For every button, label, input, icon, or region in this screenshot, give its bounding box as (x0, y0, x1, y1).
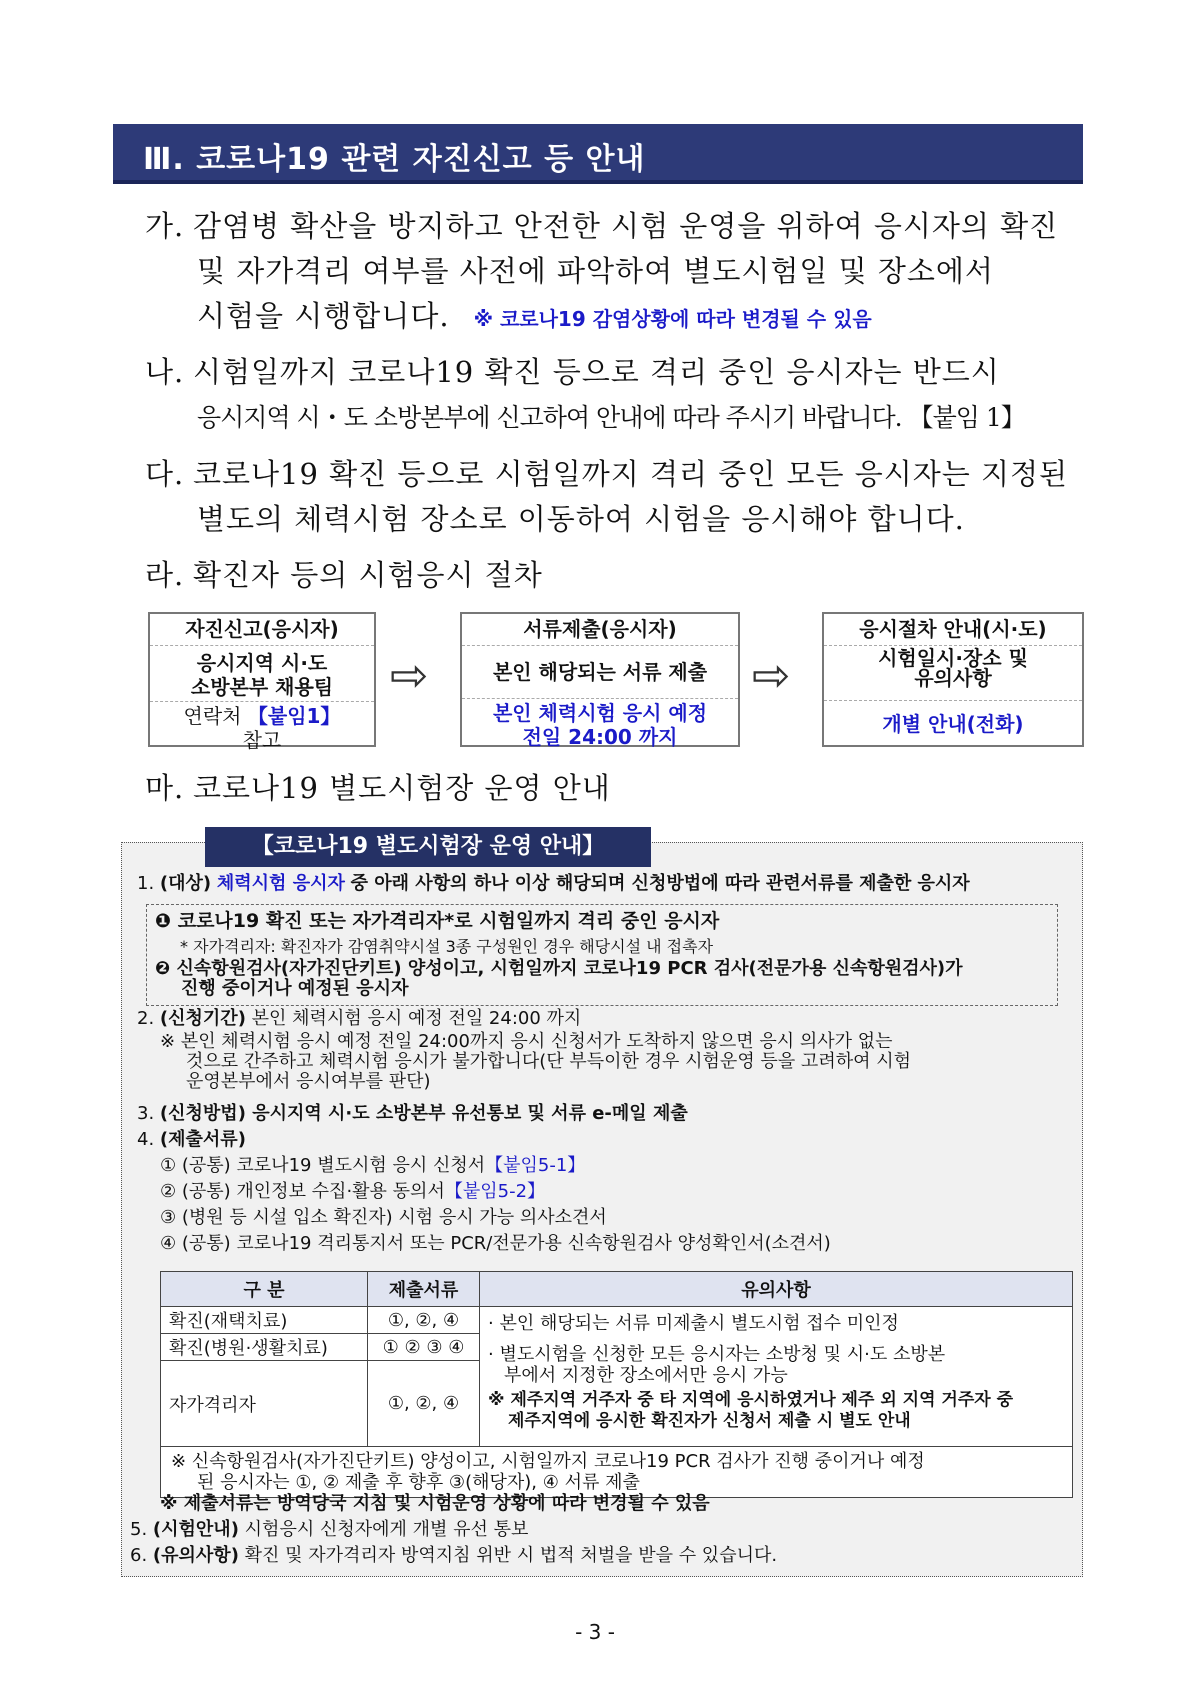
paragraph-text: 코로나19 별도시험장 운영 안내 (193, 771, 611, 805)
table-row (161, 1447, 1073, 1498)
paragraph-label: 라. (145, 558, 185, 592)
item-text: (제출서류) (159, 1129, 246, 1150)
condition-footnote: * 자가격리자: 확진자가 감염취약시설 3종 구성원인 경우 해당시설 내 접촉자 (180, 937, 714, 956)
paragraph-text: 감염병 확산을 방지하고 안전한 시험 운영을 위하여 응시자의 확진 (193, 209, 1059, 243)
item-number: 4. (137, 1129, 155, 1150)
flow-box-text: 참고 (242, 728, 282, 752)
paragraph-ga (145, 204, 1090, 342)
guide-item-1 (137, 873, 970, 895)
table-cell: ①, ②, ④ (368, 1307, 480, 1334)
table-footer-text: 된 응시자는 ①, ② 제출 후 향후 ③(해당자), ④ 서류 제출 (197, 1472, 640, 1493)
paragraph-label: 마. (145, 771, 185, 805)
item-text: 중 아래 사항의 하나 이상 해당되며 신청방법에 따라 관련서류를 제출한 응시자 (350, 873, 970, 894)
table-note: · 본인 해당되는 서류 미제출시 별도시험 접수 미인정 (488, 1313, 899, 1334)
table-note: 제주지역에 응시한 확진자가 신청서 제출 시 별도 안내 (508, 1411, 911, 1431)
paragraph-text: 확진자 등의 시험응시 절차 (193, 558, 543, 592)
item-number: 2. (137, 1008, 155, 1029)
table-cell: ①, ②, ④ (368, 1361, 480, 1447)
flow-box-heading: 자진신고(응시자) (150, 614, 374, 646)
flow-box-text: 연락처 (183, 704, 242, 728)
black-circle-one-icon: ❶ (155, 910, 172, 932)
doc-text: ① (공통) 코로나19 별도시험 응시 신청서 (160, 1155, 486, 1176)
doc-item-1 (160, 1155, 585, 1177)
flow-box-text: 유의사항 (914, 666, 992, 690)
flow-box-submit-docs (460, 612, 740, 747)
flow-box-text: 개별 안내(전화) (882, 712, 1024, 736)
change-note: ※ 코로나19 감염상황에 따라 변경될 수 있음 (473, 307, 872, 331)
guidance-title: 【코로나19 별도시험장 운영 안내】 (205, 827, 651, 867)
flow-box-heading: 응시절차 안내(시·도) (824, 614, 1082, 646)
table-cell: 자가격리자 (161, 1361, 368, 1447)
attachment-link[interactable]: 【붙임5-2】 (444, 1181, 546, 1202)
flow-box-self-report (148, 612, 376, 752)
flow-box-text: 소방본부 채용팀 (190, 675, 334, 699)
paragraph-text: 시험을 시행합니다. (197, 299, 450, 333)
black-circle-two-icon: ❷ (155, 958, 171, 979)
item-number: 3. (137, 1103, 155, 1124)
table-footer-cell (161, 1447, 1073, 1498)
table-cell: ① ② ③ ④ (368, 1334, 480, 1361)
flow-box-text: 본인 해당되는 서류 제출 (462, 646, 738, 699)
table-note: · 별도시험을 신청한 모든 응시자는 소방청 및 시·도 소방본 (488, 1344, 946, 1365)
condition-text: 코로나19 확진 또는 자가격리자*로 시험일까지 격리 중인 응시자 (177, 910, 720, 932)
flow-box-guidance (822, 612, 1084, 747)
paragraph-text: 및 자가격리 여부를 사전에 파악하여 별도시험일 및 장소에서 (197, 254, 994, 288)
section-banner (113, 124, 1083, 184)
paragraph-label: 다. (145, 457, 185, 491)
item-key: (대상) (159, 873, 212, 894)
condition-text: 신속항원검사(자가진단키트) 양성이고, 시험일까지 코로나19 PCR 검사(전문가용 신속항원검사)가 (176, 958, 963, 979)
item-number: 6. (130, 1545, 148, 1566)
doc-text: ④ (공통) 코로나19 격리통지서 또는 PCR/전문가용 신속항원검사 양성확인서(소견서) (160, 1233, 831, 1254)
table-note: 부에서 지정한 장소에서만 응시 가능 (504, 1365, 788, 1386)
paragraph-text: 코로나19 확진 등으로 시험일까지 격리 중인 모든 응시자는 지정된 (193, 457, 1069, 491)
flow-box-text: 시험일시·장소 및 (878, 646, 1028, 670)
page-number: - 3 - (575, 1620, 615, 1644)
paragraph-ra (145, 553, 1090, 598)
table-row (161, 1307, 1073, 1334)
paragraph-label: 가. (145, 209, 185, 243)
doc-text: ③ (병원 등 시설 입소 확진자) 시험 응시 가능 의사소견서 (160, 1207, 607, 1228)
paragraph-label: 나. (145, 355, 185, 389)
condition-2 (155, 959, 963, 999)
table-header: 구 분 (161, 1272, 368, 1307)
item-highlight: 체력시험 응시자 (216, 873, 345, 894)
docs-change-note: ※ 제출서류는 방역당국 지침 및 시험운영 상황에 따라 변경될 수 있음 (160, 1493, 710, 1514)
documents-table (160, 1271, 1073, 1498)
guide-item-6 (130, 1545, 777, 1567)
note-text: 것으로 간주하고 체력시험 응시가 불가합니다(단 부득이한 경우 시험운영 등을 고려하여 시험 (186, 1051, 911, 1072)
paragraph-na (145, 350, 1090, 440)
arrow-right-icon: ⇨ (390, 648, 429, 702)
table-note: ※ 제주지역 거주자 중 타 지역에 응시하였거나 제주 외 지역 거주자 중 (488, 1390, 1014, 1410)
item-text: (신청방법) 응시지역 시·도 소방본부 유선통보 및 서류 e-메일 제출 (159, 1103, 688, 1124)
flow-box-text: 본인 체력시험 응시 예정 (492, 701, 708, 725)
flow-box-text: 전일 24:00 까지 (522, 725, 678, 749)
flow-box-text: 응시지역 시·도 (196, 651, 328, 675)
item-number: 1. (137, 873, 155, 894)
item-key: (시험안내) (152, 1519, 239, 1540)
item-2-note (160, 1032, 911, 1092)
paragraph-text: 시험일까지 코로나19 확진 등으로 격리 중인 응시자는 반드시 (193, 355, 1000, 389)
flow-box-heading: 서류제출(응시자) (462, 614, 738, 646)
guide-item-5 (130, 1519, 528, 1541)
item-text: 확진 및 자가격리자 방역지침 위반 시 법적 처벌을 받을 수 있습니다. (244, 1545, 778, 1566)
condition-1 (155, 910, 719, 932)
attachment-link[interactable]: 【붙임5-1】 (485, 1155, 586, 1176)
table-notes-cell (480, 1307, 1073, 1447)
paragraph-da (145, 452, 1090, 542)
table-cell: 확진(병원·생활치료) (161, 1334, 368, 1361)
item-text: 본인 체력시험 응시 예정 전일 24:00 까지 (251, 1008, 582, 1029)
item-text: 시험응시 신청자에게 개별 유선 통보 (244, 1519, 529, 1540)
table-header: 유의사항 (480, 1272, 1073, 1307)
doc-item-3 (160, 1207, 607, 1229)
item-key: (유의사항) (152, 1545, 239, 1566)
item-key: (신청기간) (159, 1008, 246, 1029)
doc-text: ② (공통) 개인정보 수집·활용 동의서 (160, 1181, 445, 1202)
table-cell: 확진(재택치료) (161, 1307, 368, 1334)
guide-item-2 (137, 1008, 581, 1030)
guide-item-3 (137, 1103, 688, 1125)
section-title: Ⅲ. 코로나19 관련 자진신고 등 안내 (143, 142, 646, 177)
condition-text: 진행 중이거나 예정된 응시자 (181, 978, 409, 999)
doc-item-2 (160, 1181, 545, 1203)
paragraph-text: 응시지역 시・도 소방본부에 신고하여 안내에 따라 주시기 바랍니다. 【붙임 1】 (197, 403, 1025, 432)
note-text: 운영본부에서 응시여부를 판단) (186, 1071, 431, 1092)
table-footer-text: ※ 신속항원검사(자가진단키트) 양성이고, 시험일까지 코로나19 PCR 검사가 진행 중이거나 예정 (171, 1451, 925, 1472)
paragraph-text: 별도의 체력시험 장소로 이동하여 시험을 응시해야 합니다. (197, 502, 965, 536)
paragraph-ma (145, 766, 1090, 811)
doc-item-4 (160, 1233, 831, 1255)
guide-item-4 (137, 1129, 246, 1151)
attachment-link[interactable]: 【붙임1】 (247, 704, 341, 728)
item-number: 5. (130, 1519, 148, 1540)
table-header: 제출서류 (368, 1272, 480, 1307)
arrow-right-icon: ⇨ (752, 648, 791, 702)
note-text: ※ 본인 체력시험 응시 예정 전일 24:00까지 응시 신청서가 도착하지 않으면 응시 의사가 없는 (160, 1031, 893, 1052)
